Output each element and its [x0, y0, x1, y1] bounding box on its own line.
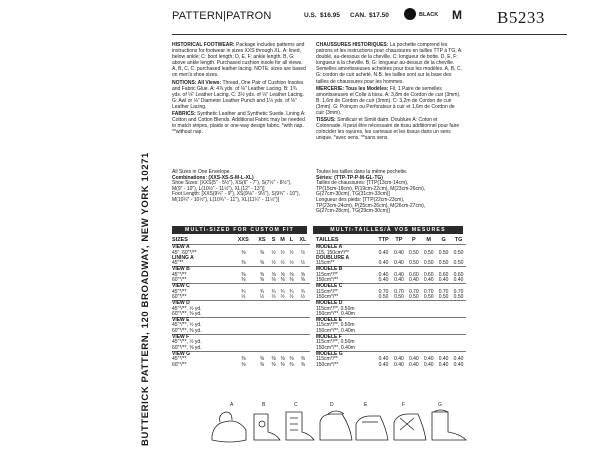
view-letter-c: C	[294, 402, 298, 408]
table-cell: ¾	[280, 288, 285, 295]
table-cell: ⅜	[289, 277, 294, 284]
table-cell: ½	[271, 260, 276, 267]
view-letter-e: E	[364, 402, 368, 408]
table-cell: ⅜	[259, 356, 265, 363]
table-cell: VIEW C	[172, 284, 232, 290]
table-cell: MODELE G	[316, 351, 376, 357]
table-cell: ¾	[259, 288, 265, 295]
french-description	[316, 42, 464, 143]
table-cell: ¾	[241, 288, 246, 295]
table-cell: 0.70	[438, 288, 449, 295]
size-info-line: G(27cm-28cm), TG(29cm-30cm)]	[316, 208, 390, 215]
column-header: SIZES	[172, 237, 188, 243]
table-cell: 45"*/**	[172, 271, 187, 278]
table-cell: 45"**	[172, 260, 184, 267]
shoe-view-c	[286, 402, 314, 440]
table-cell: MODELE E	[316, 318, 376, 324]
table-cell: 150cm*/**, 0.40m	[316, 344, 355, 351]
table-cell: 0.40	[394, 260, 404, 267]
table-cell: ⅜	[259, 271, 265, 278]
table-cell: VIEW B	[172, 267, 232, 273]
view-letter-d: D	[330, 402, 334, 408]
view-letter-f: F	[402, 402, 406, 408]
english-description	[172, 42, 307, 136]
english-yardage-band: MULTI-SIZED FOR CUSTOM FIT	[172, 226, 307, 234]
french-yardage-band: MULTI-TAILLES/À VOS MESURES	[313, 226, 463, 234]
english-notions: Thread, One Pair of Cushion Insoles and Fabric Glue. A: 4⅞ yds. of ⅛" Leather Lacing. B: 1¾ yds. of ⅛" Leather Lacing. C: 3½ yds. of ⅛" Leather Lacing. G: Awl or ⅛" Diameter Leather Punch and 1½ yds. of ⅛" Leather Lacing.	[172, 79, 304, 110]
table-cell: ⅜	[300, 361, 305, 368]
table-cell: VIEW A	[172, 245, 232, 251]
view-line-art	[210, 400, 470, 448]
table-row	[316, 363, 466, 368]
column-header: TG	[454, 237, 463, 243]
french-fabrics: Similicuir et Simili daim. Doublure A: Coton et Cotonnade. Il peut être nécessaire de tissu additionnel pour faire coïncider les rayures, les carreaux et les tissus dans un sens unique. *avec sens. **sans sens.	[316, 117, 460, 142]
size-info-line: Séries: (TTP-TP-P-M-GL-TG)	[316, 174, 383, 181]
table-cell: ¾	[289, 288, 294, 295]
french-size-info	[316, 170, 464, 215]
table-cell: ½	[271, 249, 276, 256]
view-letter-g: G	[438, 402, 442, 408]
table-cell: 0.40	[378, 361, 389, 368]
pattern-number: B5233	[497, 8, 545, 27]
french-fabrics-head: TISSUS:	[316, 117, 336, 124]
size-info-line: G(27cm-30cm), TG(31cm-33cm)]	[316, 191, 390, 198]
column-header: TAILLES	[316, 237, 339, 243]
table-cell: ⅜	[289, 361, 294, 368]
column-header: M	[280, 237, 285, 243]
table-cell: 0.50	[453, 293, 464, 300]
table-cell: 0.40	[394, 356, 404, 363]
table-cell: MODELE A	[316, 245, 376, 251]
table-cell: ½	[259, 293, 265, 300]
table-cell: 0.50	[453, 249, 464, 256]
size-info-line: M(9" - 10"), L(10½" - 11½"), XL(12" - 13")]	[172, 185, 265, 192]
table-cell: 0.50	[423, 260, 434, 267]
table-cell: 0.40	[438, 361, 449, 368]
table-cell: 45"*/**, ½ yd.	[172, 322, 202, 329]
table-cell: ½	[300, 249, 305, 256]
french-intro: La pochette comprend les patrons et les instructions pour chaussures en tailles TTP à TG. A: doublé, au-dessous de la cheville. C: longueur de botte. D, E, F: longueur à la cheville. B, G: longueur au-dessus de la cheville. Semelles amortisseuses achetées pour tous les modèles. A, B, C, G: cordon de cuir acheté. N.B. les tailles sont sur la base des tailles de chaussures pour les hommes.	[316, 42, 463, 85]
column-header: P	[411, 237, 416, 243]
table-cell: 0.70	[378, 288, 389, 295]
header-rule	[172, 34, 567, 35]
table-cell: 0.40	[453, 356, 464, 363]
french-intro-head: CHAUSSURES HISTORIQUES:	[316, 42, 389, 48]
column-header: TP	[395, 237, 403, 243]
column-header: M	[426, 237, 431, 243]
table-cell: 0.40	[453, 361, 464, 368]
table-cell: ⅜	[241, 249, 246, 256]
table-cell: MODELE F	[316, 335, 376, 341]
english-notions-head: NOTIONS: All Views:	[172, 79, 222, 86]
table-cell: ⅜	[289, 356, 294, 363]
table-cell: 45"*/**, ½ yd.	[172, 339, 202, 346]
table-cell: 115, 150cm*/**	[316, 249, 349, 256]
table-cell: 0.40	[453, 277, 464, 284]
table-cell: 0.50	[423, 293, 434, 300]
table-cell: 0.50	[423, 249, 434, 256]
table-cell: 0.70	[453, 288, 464, 295]
shoe-view-f	[394, 402, 426, 440]
table-cell: ½	[241, 293, 246, 300]
table-cell: 0.40	[378, 277, 389, 284]
size-info-line: Toutes les tailles dans la même pochette.	[316, 169, 408, 175]
column-header: XXS	[237, 237, 249, 243]
table-cell: 0.40	[394, 361, 404, 368]
table-cell: 115cm*/**	[316, 356, 338, 363]
size-info-line: Foot Length: [XXS(9¼" - 9"), XS(9⅛" - 9½"), S(9¾" - 10"),	[172, 191, 300, 198]
size-info-line: Combinations: (XXS-XS-S-M-L-XL)	[172, 174, 254, 181]
table-cell: ⅜	[259, 260, 265, 267]
table-cell: 0.40	[378, 356, 389, 363]
table-cell: ⅜	[259, 361, 265, 368]
table-cell: ⅜	[280, 361, 285, 368]
table-cell: 60"*/**, ⅜ yd.	[172, 310, 202, 317]
table-cell: ⅜	[241, 277, 246, 284]
table-cell: 60"*/**, ⅜ yd.	[172, 344, 202, 351]
column-header: XS	[258, 237, 266, 243]
color-dot-icon	[404, 8, 416, 20]
table-cell: ⅜	[300, 277, 305, 284]
size-info-line: M(10¼" - 10½"), L(10¾" - 11"), XL(11¼" - 11½")]	[172, 196, 280, 203]
table-cell: ⅜	[241, 361, 246, 368]
side-address-strip	[140, 6, 164, 446]
table-cell: MODELE C	[316, 284, 376, 290]
table-cell: 0.40	[394, 271, 404, 278]
table-cell: 0.40	[423, 356, 434, 363]
table-cell: ½	[289, 260, 294, 267]
table-cell: ⅝	[300, 271, 305, 278]
table-row	[172, 363, 310, 368]
table-cell: 0.70	[423, 288, 434, 295]
table-cell: 0.70	[408, 288, 419, 295]
table-cell: 0.60	[408, 271, 419, 278]
table-cell: VIEW E	[172, 318, 232, 324]
table-cell: 0.50	[438, 293, 449, 300]
table-cell: ½	[289, 249, 294, 256]
table-cell: ⅝	[280, 271, 285, 278]
table-cell: 0.40	[408, 277, 419, 284]
table-cell: ⅜	[271, 356, 276, 363]
table-cell: ⅜	[271, 277, 276, 284]
french-notions: Fil, 1 Paire de semelles amortisseuses et Colle à tissu. A: 3,8m de Cordon de cuir (3mm). B: 1,6m de Cordon de cuir (3mm). C: 3,2m de Cordon de cuir (3mm). G: Poinçon ou Perforateur à cuir et 1,6m de Cordon de cuir (3mm).	[316, 85, 461, 117]
us-price: $16.95	[320, 12, 340, 19]
table-cell: 60"*/**	[172, 293, 187, 300]
table-cell: MODELE B	[316, 267, 376, 273]
table-cell: ½	[300, 293, 305, 300]
table-cell: 0.40	[378, 249, 389, 256]
column-header: S	[271, 237, 276, 243]
table-cell: 0.40	[408, 356, 419, 363]
table-cell: 115cm*/**	[316, 271, 338, 278]
english-yardage-table	[172, 238, 310, 368]
color-label: BLACK	[419, 12, 439, 18]
table-cell: DOUBLURE A	[316, 254, 350, 261]
table-cell: ½	[280, 249, 285, 256]
table-cell: ⅜	[280, 277, 285, 284]
table-cell: 0.70	[394, 288, 404, 295]
table-cell: 0.40	[423, 361, 434, 368]
column-header: TTP	[378, 237, 389, 243]
size-info-line: Longueur des pieds: [TTP(22cm-23cm),	[316, 196, 405, 203]
english-intro-head: HISTORICAL FOOTWEAR:	[172, 42, 235, 48]
table-cell: ⅜	[271, 361, 276, 368]
size-info-line: Shoe Sizes: [XXS(5" - 5½"), XS(6" - 7"), S(7½" - 8½"),	[172, 180, 292, 187]
table-cell: LINING A	[172, 254, 194, 261]
table-cell: 60"*/**	[172, 361, 187, 368]
table-cell: ⅜	[241, 356, 246, 363]
table-cell: ⅜	[241, 260, 246, 267]
table-cell: 0.50	[394, 293, 404, 300]
table-cell: ⅜	[300, 356, 305, 363]
table-cell: ½	[300, 260, 305, 267]
can-label: CAN.	[350, 12, 366, 19]
table-cell: 0.40	[438, 277, 449, 284]
english-fabrics: Synthetic Leather and Synthetic Suede. Lining A: Cotton and Cotton Blends. Additional Fabric may be needed to match stripes, plaids or one-way design fabric. *with nap. **without nap.	[172, 111, 306, 136]
table-cell: ½	[280, 293, 285, 300]
table-cell: 60"*/**, ⅜ yd.	[172, 327, 202, 334]
shoe-view-e	[356, 402, 388, 440]
table-cell: 150cm*/**	[316, 361, 339, 368]
column-header: G	[441, 237, 446, 243]
us-label: U.S.	[304, 12, 317, 19]
table-cell: ⅝	[289, 271, 294, 278]
size-info-line: TP(15cm-18cm), P(19cm-22cm), M(23cm-26cm),	[316, 185, 426, 192]
table-cell: ⅜	[241, 271, 246, 278]
english-intro: Package includes patterns and instructions for footwear in sizes XXS through XL. A: lined, below ankle; C: boot length; D, E, F: ankle length. B, G: above ankle length. Purchased cushion insole for all views. A, B, C, C: purchased leather lacing. NOTE: sizes are based on men's shoe sizes.	[172, 42, 306, 79]
table-cell: 0.50	[408, 260, 419, 267]
table-cell: VIEW F	[172, 335, 232, 341]
table-cell: 0.40	[378, 260, 389, 267]
table-cell: 0.50	[438, 249, 449, 256]
table-cell: 150cm*/**	[316, 277, 339, 284]
shoe-view-b	[254, 402, 280, 440]
size-info-line: All Sizes in One Envelope.	[172, 169, 231, 175]
table-cell: 45", 60"*/**	[172, 249, 197, 256]
table-cell: ¾	[271, 288, 276, 295]
table-cell: 115cm*/**	[316, 288, 338, 295]
table-cell: 45"*/**	[172, 288, 187, 295]
table-cell: VIEW D	[172, 301, 232, 307]
table-cell: 0.60	[438, 271, 449, 278]
table-cell: 0.40	[378, 271, 389, 278]
table-cell: 150cm*/**	[316, 293, 339, 300]
table-cell: 0.50	[438, 260, 449, 267]
size-info-line: TP(23cm-24cm), P(25cm-26cm), M(26cm-27cm),	[316, 202, 426, 209]
table-cell: 0.50	[408, 249, 419, 256]
table-cell: 0.60	[453, 271, 464, 278]
table-cell: ½	[289, 293, 294, 300]
table-cell: MODELE D	[316, 301, 376, 307]
table-cell: 0.50	[453, 260, 464, 267]
table-cell: 0.40	[394, 249, 404, 256]
table-cell: ⅜	[259, 249, 265, 256]
table-cell: VIEW G	[172, 351, 232, 357]
table-header-row	[172, 238, 310, 245]
table-cell: 60"*/**	[172, 277, 187, 284]
column-header: L	[289, 237, 294, 243]
table-cell: 115cm*/**, 0.50m	[316, 339, 355, 346]
table-cell: 0.40	[438, 356, 449, 363]
brand-logo: PATTERN|PATRON	[172, 10, 272, 22]
view-letter-a: A	[230, 402, 234, 408]
table-cell: 0.50	[408, 293, 419, 300]
table-cell: ½	[280, 260, 285, 267]
french-notions-head: MERCERIE: Tous les Modèles:	[316, 85, 389, 92]
table-cell: 45"*/**	[172, 356, 187, 363]
table-cell: 0.50	[378, 293, 389, 300]
can-price: $17.50	[369, 12, 389, 19]
view-letter-b: B	[262, 402, 266, 408]
french-yardage-table	[316, 238, 466, 368]
table-cell: 0.60	[423, 271, 434, 278]
english-size-info	[172, 170, 307, 204]
table-cell: 0.40	[394, 277, 404, 284]
table-cell: 115cm*/**, 0.50m	[316, 322, 355, 329]
table-cell: 150cm*/**, 0.40m	[316, 310, 355, 317]
table-cell: 0.40	[423, 277, 434, 284]
table-cell: ⅜	[259, 277, 265, 284]
table-cell: 115cm**	[316, 260, 335, 267]
publisher-address: BUTTERICK PATTERN, 120 BROADWAY, NEW YORK 10271	[140, 152, 151, 446]
table-cell: ⅜	[280, 356, 285, 363]
table-cell: 45"*/**, ½ yd.	[172, 305, 202, 312]
shoe-view-g	[432, 402, 466, 440]
table-cell: 0.40	[408, 361, 419, 368]
size-code: M	[452, 8, 462, 22]
table-cell: 150cm*/**, 0.40m	[316, 327, 355, 334]
size-info-line: Tailles de chaussures: [TTP(13cm-14cm),	[316, 180, 409, 187]
table-cell: 115cm*/**, 0.50m	[316, 305, 355, 312]
shoe-view-a	[212, 402, 246, 442]
shoe-view-d	[320, 402, 352, 440]
column-header: XL	[299, 237, 307, 243]
table-cell: ⅝	[271, 271, 276, 278]
english-fabrics-head: FABRICS:	[172, 111, 196, 118]
table-cell: ¾	[300, 288, 305, 295]
table-cell: ½	[271, 293, 276, 300]
